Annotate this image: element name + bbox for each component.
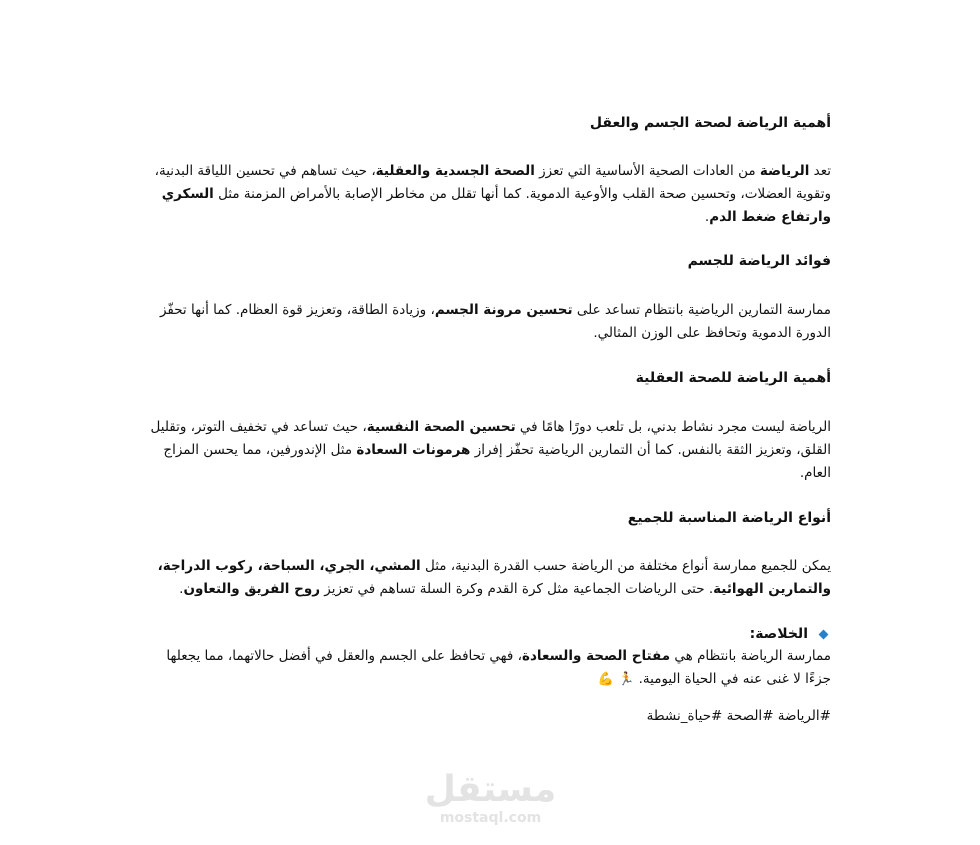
mostaql-watermark xyxy=(423,770,558,826)
intro-bold-3: السكري وارتفاع ضغط الدم xyxy=(161,186,831,225)
watermark-url: mostaql.com xyxy=(439,810,542,826)
sport-types-paragraph xyxy=(148,555,831,601)
article-content xyxy=(148,112,831,728)
intro-text-2: من العادات الصحية الأساسية التي تعزز xyxy=(534,163,760,179)
hashtags: #الرياضة #الصحة #حياة_نشطة xyxy=(646,708,831,724)
article-title: أهمية الرياضة لصحة الجسم والعقل xyxy=(589,115,831,131)
heading-body-benefits: فوائد الرياضة للجسم xyxy=(687,253,831,269)
body-text-1: ممارسة التمارين الرياضية بانتظام تساعد على xyxy=(572,302,831,318)
blue-diamond-icon xyxy=(819,629,829,639)
summary-heading: الخلاصة: xyxy=(749,626,808,642)
summary-bold-1: مفتاح الصحة والسعادة xyxy=(521,648,671,664)
summary-paragraph xyxy=(148,645,831,691)
types-bold-1: المشي، الجري، السباحة، ركوب الدراجة، والتمارين الهوائية xyxy=(157,558,831,597)
mind-bold-2: هرمونات السعادة xyxy=(356,442,471,458)
heading-sport-types: أنواع الرياضة المناسبة للجميع xyxy=(627,510,831,526)
types-text-2: . حتى الرياضات الجماعية مثل كرة القدم وكرة السلة تساهم في تعزيز xyxy=(319,581,714,597)
intro-bold-1: الرياضة xyxy=(759,163,810,179)
runner-muscle-icon: 🏃 💪 xyxy=(597,672,635,687)
mind-bold-1: تحسين الصحة النفسية xyxy=(366,419,516,435)
summary-heading-row xyxy=(148,623,831,645)
types-text-1: يمكن للجميع ممارسة أنواع مختلفة من الرياضة حسب القدرة البدنية، مثل xyxy=(420,558,831,574)
intro-text-3: ، حيث تساهم في تحسين اللياقة البدنية، وتقوية العضلات، وتحسين صحة القلب والأوعية الدموية. كما أنها تقلل من مخاطر الإصابة بالأمراض المزمنة مثل xyxy=(154,163,831,202)
mind-text-2: ، حيث تساعد في تخفيف التوتر، وتقليل القلق، وتعزيز الثقة بالنفس. كما أن التمارين الرياضية تحفّز إفراز xyxy=(150,419,831,458)
body-bold-1: تحسين مرونة الجسم xyxy=(434,302,573,318)
intro-paragraph xyxy=(148,160,831,229)
summary-text-2: ، فهي تحافظ على الجسم والعقل في أفضل حالاتهما، مما يجعلها جزءًا لا غنى عنه في الحياة اليومية. xyxy=(166,648,831,687)
body-benefits-paragraph xyxy=(148,299,831,345)
types-text-3: . xyxy=(179,581,184,597)
heading-mind-benefits: أهمية الرياضة للصحة العقلية xyxy=(635,370,831,386)
types-bold-2: روح الفريق والتعاون xyxy=(183,581,320,597)
intro-text-1: تعد xyxy=(809,163,831,179)
watermark-logo: مستقل xyxy=(424,769,557,810)
mind-text-1: الرياضة ليست مجرد نشاط بدني، بل تلعب دورًا هامًا في xyxy=(515,419,831,435)
mind-text-3: مثل الإندورفين، مما يحسن المزاج العام. xyxy=(163,442,831,481)
summary-text-1: ممارسة الرياضة بانتظام هي xyxy=(670,648,831,664)
intro-bold-2: الصحة الجسدية والعقلية xyxy=(375,163,535,179)
body-text-2: ، وزيادة الطاقة، وتعزيز قوة العظام. كما أنها تحفّز الدورة الدموية وتحافظ على الوزن المثالي. xyxy=(159,302,831,341)
mind-benefits-paragraph xyxy=(148,416,831,485)
intro-text-4: . xyxy=(704,209,710,225)
